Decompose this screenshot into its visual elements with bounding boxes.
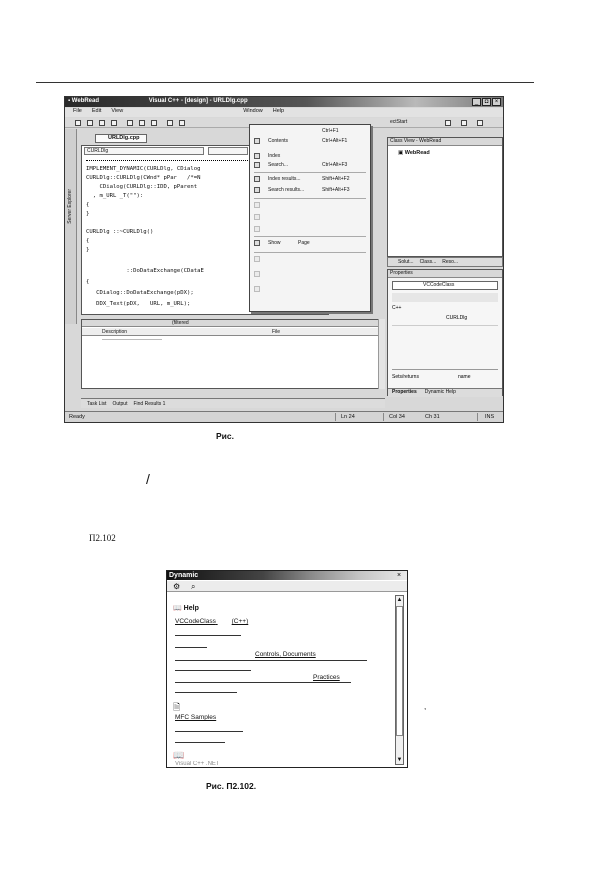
task-list-panel (81, 319, 385, 389)
properties-tabs (388, 388, 502, 397)
task-list-header (82, 328, 384, 336)
server-explorer-tab[interactable] (65, 129, 77, 324)
start-page-icon (254, 240, 260, 246)
menu-item-icon (254, 256, 260, 262)
menu-item-faded[interactable] (252, 285, 370, 294)
restore-button[interactable]: ◘ (482, 98, 491, 106)
menu-item-index-results[interactable] (252, 175, 370, 184)
properties-title: Properties (388, 270, 502, 278)
open-icon[interactable] (87, 120, 93, 126)
status-divider (335, 413, 336, 421)
member-combo[interactable] (208, 147, 248, 155)
figure-2-caption: Рис. П2.102. (206, 781, 257, 791)
menu-separator (254, 252, 366, 253)
undo-icon[interactable] (167, 120, 173, 126)
help-heading (173, 604, 199, 612)
menu-item-icon (254, 271, 260, 277)
code-line: { (86, 279, 90, 285)
col-description[interactable]: Description (102, 329, 128, 335)
help-link-line[interactable] (175, 647, 207, 648)
menu-item-search-results[interactable] (252, 186, 370, 195)
prop-description-value: name (458, 374, 471, 380)
help-link-practices[interactable]: Practices (313, 674, 340, 681)
code-line: } (86, 211, 90, 217)
task-row-placeholder[interactable] (102, 339, 162, 340)
menu-item-faded[interactable] (252, 255, 370, 264)
find-icon[interactable] (445, 120, 451, 126)
col-file[interactable]: File (272, 329, 281, 335)
code-line: ::DoDataExchange(CDataE (86, 268, 204, 274)
menu-label-page: Page (298, 240, 310, 246)
menu-item-dynamic-help[interactable] (252, 127, 370, 136)
menu-separator (254, 198, 366, 199)
help-link-line[interactable] (175, 660, 367, 661)
bottom-tabs (81, 398, 385, 408)
startpage-combo[interactable]: ectStart (390, 119, 408, 125)
code-line: DDX_Text(pDX, URL, m_URL); (86, 301, 191, 307)
properties-toolbar (392, 293, 498, 302)
class-combo[interactable]: CURLDlg (84, 147, 204, 155)
tab-find-results[interactable]: Find Results 1 (133, 400, 166, 407)
status-divider (383, 413, 384, 421)
class-view-tabs (387, 257, 503, 267)
menu-item-faded[interactable] (252, 225, 370, 234)
help-link-vccodeclass[interactable] (175, 618, 248, 625)
ide-app-icon: ▪ (68, 98, 72, 104)
dynamic-help-close-button[interactable]: × (396, 572, 402, 579)
scroll-up-icon[interactable]: ▲ (396, 597, 403, 603)
code-line: CDialog(CURLDlg::IDD, pParent (86, 184, 198, 190)
menu-item-icon (254, 226, 260, 232)
status-ins: INS (485, 414, 495, 420)
menu-label: Search... (268, 162, 289, 168)
project-icon: ▣ (398, 150, 405, 156)
menu-window[interactable]: Window (243, 108, 263, 114)
class-view-panel (387, 137, 503, 257)
section-label: П2.102 (89, 533, 116, 543)
tab-class[interactable]: Class... (419, 259, 437, 265)
stray-tick: , (424, 702, 427, 711)
menu-help[interactable]: Help (272, 108, 285, 114)
prop-key: C++ (392, 305, 402, 311)
redo-icon[interactable] (179, 120, 185, 126)
status-divider (477, 413, 478, 421)
minimize-button[interactable]: _ (472, 98, 481, 106)
figure-1-caption: Рис. (216, 431, 234, 441)
properties-object-combo[interactable]: VCCodeClass (392, 281, 498, 290)
code-line: CDialog::DoDataExchange(pDX); (86, 290, 194, 296)
solution-icon[interactable] (461, 120, 467, 126)
menu-label: Contents (268, 138, 289, 144)
index-results-icon (254, 176, 260, 182)
new-icon[interactable] (75, 120, 81, 126)
menu-item-contents[interactable] (252, 137, 370, 146)
window-buttons (472, 98, 501, 106)
dynamic-help-window (166, 570, 408, 768)
status-column: Col 34 (389, 414, 405, 420)
doc-tab-urldlg[interactable]: URLDlg.cpp (95, 134, 147, 143)
menu-item-icon (254, 214, 260, 220)
menu-item-index[interactable] (252, 152, 370, 161)
menu-separator (254, 172, 366, 173)
help-link-line[interactable] (175, 670, 251, 671)
search-icon[interactable]: ⌕ (191, 582, 196, 591)
menu-view[interactable]: View (111, 108, 124, 114)
samples-icon: 🗎 (173, 702, 181, 712)
ide-menubar (65, 108, 503, 117)
link-vccodeclass: VCCodeClass (175, 618, 216, 625)
ide-title: WebRead (71, 98, 100, 104)
help-link-line[interactable] (175, 731, 243, 732)
code-line: CURLDlg::CURLDlg(CWnd* pPar /*=N (86, 175, 201, 181)
menu-shortcut: Ctrl+F1 (322, 128, 339, 134)
code-line: , m_URL _T(""): (86, 193, 144, 199)
prop-description: Sets/returns (392, 374, 419, 380)
link-cpp: (C++) (231, 618, 249, 625)
properties-icon[interactable] (477, 120, 483, 126)
menu-label: Index results... (268, 176, 301, 182)
tab-properties[interactable]: Properties (392, 389, 417, 395)
class-view-title: Class View - WebRead (388, 138, 502, 146)
scroll-thumb[interactable] (396, 606, 403, 736)
code-line: } (86, 247, 90, 253)
menu-item-icon (254, 286, 260, 292)
dynamic-help-scrollbar[interactable] (395, 595, 404, 765)
search-results-icon (254, 187, 260, 193)
status-bar (65, 411, 503, 422)
status-ready: Ready (69, 414, 85, 420)
page-top-rule (36, 82, 534, 83)
stray-mark: / (146, 471, 150, 487)
properties-grid (392, 325, 498, 365)
help-link-line[interactable] (175, 742, 225, 743)
menu-file[interactable]: File (73, 108, 82, 114)
ide-title-bar (65, 97, 503, 107)
server-explorer-label: Server Explorer (67, 189, 73, 224)
menu-item-faded[interactable] (252, 213, 370, 222)
help-heading-label: Help (183, 605, 199, 612)
class-view-root[interactable] (398, 150, 430, 156)
help-menu-dropdown (249, 124, 371, 312)
menu-shortcut: Ctrl+Alt+F3 (322, 162, 348, 168)
status-line: Ln 24 (341, 414, 355, 420)
tab-resource[interactable]: Reso... (442, 259, 459, 265)
dynamic-help-content (173, 595, 401, 766)
ide-screenshot (64, 96, 504, 423)
tab-dynamic-help[interactable]: Dynamic Help (424, 389, 456, 395)
code-line: { (86, 202, 90, 208)
dynamic-help-toolbar (167, 581, 407, 592)
tab-output[interactable]: Output (112, 400, 128, 407)
prop-value[interactable]: CURLDlg (446, 315, 468, 321)
menu-item-search[interactable] (252, 161, 370, 170)
status-char: Ch 31 (425, 414, 440, 420)
cut-icon[interactable] (127, 120, 133, 126)
tab-solution[interactable]: Solut... (398, 259, 414, 265)
menu-item-faded[interactable] (252, 270, 370, 279)
close-button[interactable]: × (492, 98, 501, 106)
class-view-root-label: WebRead (404, 150, 430, 156)
save-all-icon[interactable] (111, 120, 117, 126)
code-line: { (86, 238, 90, 244)
properties-divider (392, 369, 498, 370)
help-link-mfc-samples[interactable]: MFC Samples (175, 714, 217, 721)
dynamic-help-title: Dynamic (167, 571, 407, 580)
help-link-line[interactable] (175, 635, 241, 636)
ide-title-tail: Visual C++ - [design] - URLDlg.cpp (148, 98, 248, 104)
code-line: CURLDlg ::~CURLDlg() (86, 229, 154, 235)
save-icon[interactable] (99, 120, 105, 126)
task-list-scrollbar[interactable] (378, 319, 385, 389)
menu-edit[interactable]: Edit (91, 108, 102, 114)
menu-item-icon (254, 202, 260, 208)
menu-shortcut: Shift+Alt+F2 (322, 176, 350, 182)
menu-separator (254, 236, 366, 237)
menu-label: Index (268, 153, 281, 159)
menu-label: Show (268, 240, 281, 246)
copy-icon[interactable] (139, 120, 145, 126)
getting-started-icon: 📖 (173, 750, 185, 760)
code-line: IMPLEMENT_DYNAMIC(CURLDlg, CDialog (86, 166, 201, 172)
index-icon (254, 153, 260, 159)
search-icon (254, 162, 260, 168)
menu-shortcut: Shift+Alt+F3 (322, 187, 350, 193)
scroll-down-icon[interactable]: ▼ (396, 757, 403, 763)
menu-label: Search results... (268, 187, 305, 193)
contents-icon[interactable]: ⚙ (173, 582, 181, 591)
cut-off-text: Visual C++ .NET (175, 761, 220, 767)
tab-task-list[interactable]: Task List (87, 400, 107, 407)
paste-icon[interactable] (151, 120, 157, 126)
menu-item-faded[interactable] (252, 201, 370, 210)
properties-panel (387, 269, 503, 396)
help-book-icon: 📖 (173, 605, 182, 612)
help-link-line[interactable] (175, 682, 351, 683)
contents-icon (254, 138, 260, 144)
help-link-line[interactable] (175, 692, 237, 693)
menu-item-show-start-page[interactable] (252, 239, 370, 248)
task-list-filter: (filtered (82, 320, 384, 327)
help-link-controls-documents[interactable]: Controls, Documents (255, 651, 316, 658)
menu-shortcut: Ctrl+Alt+F1 (322, 138, 348, 144)
